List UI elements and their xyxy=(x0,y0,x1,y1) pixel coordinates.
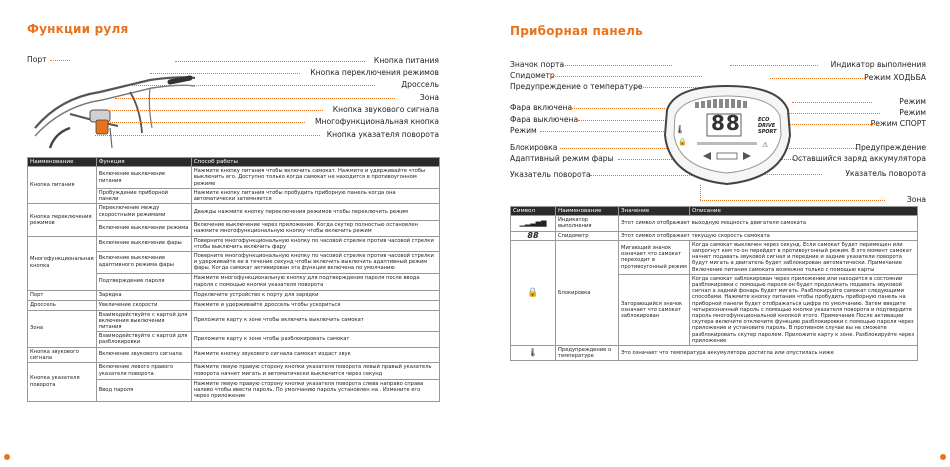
col-description: Описание xyxy=(690,207,918,216)
callout-zone: Зона xyxy=(419,93,439,102)
dashboard-title: Приборная панель xyxy=(510,24,643,38)
callout-speedometer: Спидометр xyxy=(510,71,555,80)
row-method: Нажмите кнопку питания чтобы включить самокат. Нажмите и удерживайте чтобы выключить его. Доступно только когда самокат не находится в противоугонном режиме xyxy=(191,167,439,189)
callout-horn-button: Кнопка звукового сигнала xyxy=(332,105,439,114)
row-value: Мигающий значок означает что самокат переходит в противоугонный режим xyxy=(619,240,690,274)
callout-mode-left: Режим xyxy=(510,126,537,135)
leader-line xyxy=(115,98,395,99)
row-name: Индикатор выполнения xyxy=(556,216,619,231)
speed-readout: 88 xyxy=(711,111,741,135)
temp-icon: 🌡 xyxy=(675,125,686,134)
leader-line xyxy=(95,135,320,136)
mode-drive: DRIVE xyxy=(758,123,776,129)
row-method: Приложите карту к зоне чтобы разблокировать самокат xyxy=(191,332,439,347)
leader-line xyxy=(570,108,665,109)
row-name: Кнопка переключения режимов xyxy=(28,204,97,236)
callout-mode-1: Режим xyxy=(899,97,926,106)
callout-lock: Блокировка xyxy=(510,143,558,152)
mode-sport: SPORT xyxy=(758,129,777,135)
port-label: Порт xyxy=(27,55,47,64)
temp-symbol: 🌡 xyxy=(511,346,556,361)
col-value: Значение xyxy=(619,207,690,216)
row-method: Нажмите кнопку питания чтобы пробудить приборную панель когда она автоматически затемняется xyxy=(191,188,439,203)
col-function: Функция xyxy=(96,158,191,167)
row-method: Нажмите левую правую сторону кнопки указателя поворота слева направо справа налево чтобы ввести пароль. По умолчанию пароль установлен на . Измените его через приложение xyxy=(191,380,439,402)
leader-line xyxy=(50,60,70,61)
page-marker-left xyxy=(4,454,10,460)
row-function: Включение выключение фары xyxy=(96,236,191,251)
callout-turn-indicator-left: Указатель поворота xyxy=(510,170,591,179)
row-method: Нажмите многофункциональную кнопку для подтверждения пароля после ввода пароля с помощью кнопки указателя поворота xyxy=(191,273,439,290)
callout-headlight-on: Фара включена xyxy=(510,103,573,112)
row-name: Предупреждение о температуре xyxy=(556,346,619,361)
dashboard-table xyxy=(510,206,918,361)
lock-icon: 🔒 xyxy=(678,138,687,146)
row-function: Увеличение скорости xyxy=(96,300,191,310)
row-function: Пробуждение приборной панели xyxy=(96,188,191,203)
row-method: Дважды нажмите кнопку переключения режимов чтобы переключить режим xyxy=(191,204,439,221)
row-function: Включение выключение адаптивного режима фары xyxy=(96,252,191,274)
callout-sport-mode: Режим СПОРТ xyxy=(870,119,926,128)
row-name: Спидометр xyxy=(556,231,619,240)
row-name: Многофункциональная кнопка xyxy=(28,236,97,290)
speed-symbol: 88 xyxy=(511,231,556,240)
row-function: Взаимодействуйте с картой для разблокировки xyxy=(96,332,191,347)
row-name: Кнопка питания xyxy=(28,167,97,204)
lock-symbol: 🔒 xyxy=(511,240,556,345)
row-function: Взаимодействуйте с картой для включения выключения питания xyxy=(96,310,191,332)
leader-line xyxy=(130,85,375,86)
leader-line xyxy=(700,200,885,201)
callout-progress: Индикатор выполнения xyxy=(830,60,926,69)
callout-mode-2: Режим xyxy=(899,108,926,117)
row-meaning: Это означает что температура аккумулятора достигла или опустилась ниже xyxy=(619,346,918,361)
row-name: Блокировка xyxy=(556,240,619,345)
callout-adaptive-headlight: Адаптивный режим фары xyxy=(510,154,614,163)
warning-icon: ⚠ xyxy=(762,141,769,149)
page-marker-right xyxy=(940,454,946,460)
leader-line xyxy=(792,102,872,103)
callout-battery: Оставшийся заряд аккумулятора xyxy=(792,154,926,163)
leader-line xyxy=(100,122,305,123)
leader-line xyxy=(108,110,323,111)
col-name: Наименование xyxy=(556,207,619,216)
leader-line xyxy=(175,61,365,62)
col-name: Наименование xyxy=(28,158,97,167)
row-method: Подключите устройство к порту для зарядки xyxy=(191,290,439,300)
row-method: Нажмите левую правую сторону кнопки указателя поворота левый правый указатель поворота начнет мигать и автоматически выключится через секунд xyxy=(191,363,439,380)
row-name: Дроссель xyxy=(28,300,97,310)
row-name: Порт xyxy=(28,290,97,300)
row-method: Приложите карту к зоне чтобы включить выключить самокат xyxy=(191,310,439,332)
row-function: Включение выключение режима xyxy=(96,221,191,236)
callout-mode-button: Кнопка переключения режимов xyxy=(310,68,439,77)
callout-temp-warning: Предупреждение о температуре xyxy=(510,82,643,91)
callout-turn-signal-button: Кнопка указателя поворота xyxy=(326,130,439,139)
mode-eco: ECO xyxy=(758,117,770,123)
callout-zone-right: Зона xyxy=(906,195,926,204)
col-method: Способ работы xyxy=(191,158,439,167)
callout-turn-indicator-right: Указатель поворота xyxy=(845,169,926,178)
row-method: Включение выключение через приложение. Когда скутер полностью остановлен нажмите многофункциональную кнопку чтобы включить режим xyxy=(191,221,439,236)
callout-port-icon: Значок порта xyxy=(510,60,565,69)
row-function: Включение выключение питания xyxy=(96,167,191,189)
leader-line xyxy=(540,131,670,132)
dashboard-display xyxy=(655,80,800,195)
row-meaning: Этот символ отображает выходную мощность двигателя самоката xyxy=(619,216,918,231)
row-name: Кнопка звукового сигнала xyxy=(28,347,97,362)
row-function: Переключение между скоростными режимами xyxy=(96,204,191,221)
row-function: Подтверждение пароля xyxy=(96,273,191,290)
row-meaning: Этот символ отображает текущую скорость самоката xyxy=(619,231,918,240)
callout-multifunction-button: Многофункциональная кнопка xyxy=(314,117,439,126)
callout-power-button: Кнопка питания xyxy=(373,56,439,65)
row-function: Включение левого правого указателя поворота xyxy=(96,363,191,380)
row-method: Поверните многофункциональную кнопку по часовой стрелке против часовой стрелки чтобы выключить включить фару xyxy=(191,236,439,251)
callout-walk-mode: Режим ХОДЬБА xyxy=(864,73,926,82)
callout-throttle: Дроссель xyxy=(401,80,439,89)
row-function: Зарядка xyxy=(96,290,191,300)
leader-line xyxy=(150,73,300,74)
row-method: Поверните многофункциональную кнопку по часовой стрелке против часовой стрелки и удерживайте ее в течение секунд чтобы включить выключить адаптивный режим фары. Когда самокат активирован эта функция включена по умолчанию xyxy=(191,252,439,274)
row-name: Зона xyxy=(28,310,97,347)
row-description: Когда самокат выключен через секунд. Если самокат будет перемещен или запрогнут кем то он перейдет в противоугонный режим. В это момент самокат начнет подавать звуковой сигнал и передние и задние указатели поворота будут мигать а двигатель будет заблокирован автоматически. Примечание Включение питания самоката возможно только с помощью карты xyxy=(690,240,918,274)
leader-line xyxy=(552,76,702,77)
col-symbol: Символ xyxy=(511,207,556,216)
row-value: Загорающийся значок означает что самокат заблокирован xyxy=(619,274,690,345)
row-function: Ввод пароля xyxy=(96,380,191,402)
row-method: Нажмите кнопку звукового сигнала самокат издаст звук xyxy=(191,347,439,362)
handlebar-title: Функции руля xyxy=(27,22,129,36)
row-name: Кнопка указателя поворота xyxy=(28,363,97,402)
row-method: Нажмите и удерживайте дроссель чтобы ускориться xyxy=(191,300,439,310)
callout-headlight-off: Фара выключена xyxy=(510,115,579,124)
callout-warning: Предупреждение xyxy=(855,143,926,152)
progress-symbol: ▁▂▃▅▆ xyxy=(511,216,556,231)
leader-line xyxy=(770,78,865,79)
handlebar-table xyxy=(27,157,440,402)
leader-line xyxy=(562,65,672,66)
leader-line xyxy=(730,65,818,66)
row-function: Включение звукового сигнала xyxy=(96,347,191,362)
row-description: Когда самокат заблокирован через приложение или находится в состоянии разблокировки с помощью пароля он будет продолжать подавать звуковой сигнал а задний фонарь будет мигать. Разблокируйте самокат следующими способами. Нажмите кнопку питания чтобы пробудить приборную панель на приборной панели будет отображаться цифра по умолчанию. Затем введите четырехзначный пароль с помощью кнопки указателя поворота и подтвердите пароль многофункциональной кнопкой этого. Примечание После активации скутера включите отключите функцию разблокировки с помощью пароля через приложение и установите пароль. В противном случае вы не сможете разблокировать скутер паролем. Приложите карту к зоне. Разблокируйте через приложение xyxy=(690,274,918,345)
